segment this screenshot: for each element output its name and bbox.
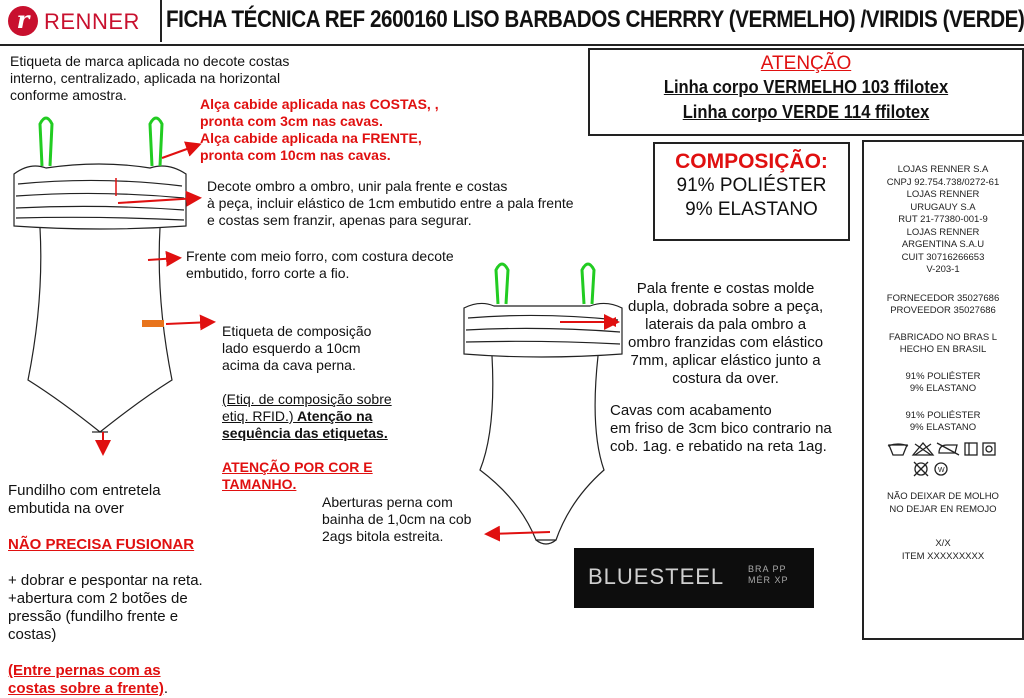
attention-title: ATENÇÃO xyxy=(760,53,852,74)
comp-label-sequence: Atenção na sequência das etiquetas. xyxy=(222,408,388,441)
brand-label-note: Etiqueta de marca aplicada no decote costas interno, centralizado, aplicada na horizontal conforme amostra. xyxy=(10,53,290,103)
comp-label-position: Etiqueta de composição lado esquerdo a 10cm acima da cava perna. xyxy=(222,323,372,373)
comp-label-mark xyxy=(142,320,164,327)
care-label xyxy=(862,140,1024,640)
thread-red: Linha corpo VERMELHO 103 ffilotex xyxy=(663,77,949,97)
composition-elastane: 9% ELASTANO xyxy=(685,199,818,220)
comp-label-warning: ATENÇÃO POR COR E TAMANHO. xyxy=(222,459,373,492)
leg-opening-note: Aberturas perna com bainha de 1,0cm na cob 2ags bitola estreita. xyxy=(322,494,472,544)
back-sketch xyxy=(464,303,622,544)
composition-title: COMPOSIÇÃO: xyxy=(675,150,828,173)
care-symbols-icon xyxy=(883,441,1003,477)
gusset-interlining: Fundilho com entretela embutida na over xyxy=(8,482,161,517)
care-company: LOJAS RENNER S.A CNPJ 92.754.738/0272-61 LOJAS RENNER URUGAUY S.A RUT 21-77380-001-9 LOJAS RENNER ARGENTINA S.A.U CUIT 30716266653 V-203-1 xyxy=(886,164,1000,275)
bluesteel-size: BRA PP MÉR XP xyxy=(748,564,789,585)
page-title: FICHA TÉCNICA REF 2600160 LISO BARBADOS CHERRRY (VERMELHO) /VIRIDIS (VERDE) xyxy=(166,6,1024,33)
front-hanger-straps xyxy=(40,118,162,166)
hanger-strap-note: Alça cabide aplicada nas COSTAS, , pronta com 3cm nas cavas. Alça cabide aplicada na FRENTE, pronta com 10cm nas cavas. xyxy=(200,96,439,163)
gusset-no-fuse: NÃO PRECISA FUSIONAR xyxy=(8,536,195,553)
thread-green: Linha corpo VERDE 114 ffilotex xyxy=(682,102,930,122)
composition-box xyxy=(653,142,850,241)
gusset-order: (Entre pernas com as costas sobre a frente) xyxy=(8,662,164,697)
back-hanger-straps xyxy=(496,264,594,304)
front-sketch xyxy=(14,164,186,432)
care-composition-pt: 91% POLIÉSTER 9% ELASTANO xyxy=(905,370,981,394)
care-composition-es: 91% POLIÉSTER 9% ELASTANO xyxy=(905,409,981,433)
care-warning: NÃO DEIXAR DE MOLHO NO DEJAR EN REMOJO xyxy=(887,491,999,515)
neckline-note: Decote ombro a ombro, unir pala frente e costas à peça, incluir elástico de 1cm embutido entre a pala frente e costas sem franzir, apenas para segurar. xyxy=(207,178,574,228)
brand-name: RENNER xyxy=(44,9,140,34)
care-origin: FABRICADO NO BRAS L HECHO EN BRASIL xyxy=(888,331,998,355)
bluesteel-label xyxy=(574,548,814,608)
thread-attention-box xyxy=(588,48,1024,136)
armhole-note: Cavas com acabamento em friso de 3cm bico contrario na cob. 1ag. e rebatido na reta 1ag. xyxy=(610,402,832,455)
brand-mark: r xyxy=(8,6,38,36)
composition-polyester: 91% POLIÉSTER xyxy=(676,175,827,196)
svg-text:W: W xyxy=(938,466,945,474)
gusset-note xyxy=(8,464,268,698)
care-supplier: FORNECEDOR 35027686 PROVEEDOR 35027686 xyxy=(886,292,1000,316)
front-lining-note: Frente com meio forro, com costura decote embutido, forro corte a fio. xyxy=(186,248,454,281)
gusset-period: . xyxy=(163,680,169,697)
comp-label-rfid: (Etiq. de composição sobre etiq. RFID.) xyxy=(222,391,392,424)
gusset-steps: + dobrar e pespontar na reta. +abertura com 2 botões de pressão (fundilho frente e costas) xyxy=(8,572,203,643)
care-size-item: X/X ITEM XXXXXXXXX xyxy=(901,538,985,562)
bluesteel-logo: BLUESTEEL xyxy=(588,564,725,589)
back-panel-note: Pala frente e costas molde dupla, dobrada sobre a peça, laterais da pala ombro a ombro franzidas com elástico 7mm, aplicar elástico junto a costura da over. xyxy=(628,280,824,387)
